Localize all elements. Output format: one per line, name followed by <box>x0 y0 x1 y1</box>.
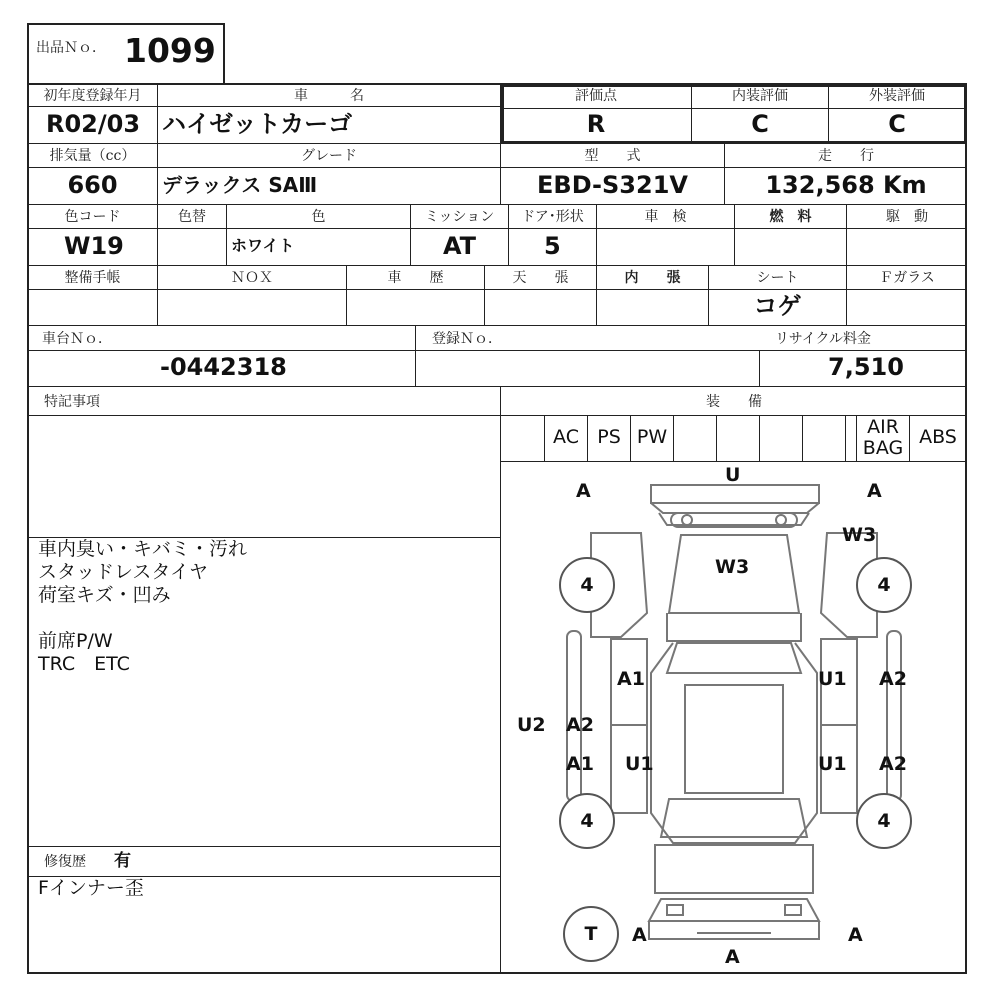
roof-lining-label: 天 張 <box>512 270 569 286</box>
damage-mark: A <box>848 924 863 946</box>
inner-lining-label: 内 張 <box>624 270 681 286</box>
mission-value: AT <box>442 232 477 260</box>
damage-mark: U <box>725 464 741 486</box>
remark-line: TRC ETC <box>38 653 130 675</box>
damage-mark: A <box>725 946 740 968</box>
tire-front-left: 4 <box>559 557 615 613</box>
score-label: 評価点 <box>575 88 617 104</box>
seat-value: コゲ <box>753 292 802 320</box>
color-label: 色 <box>311 209 326 225</box>
damage-mark: A2 <box>879 668 907 690</box>
color-code-value: W19 <box>64 232 124 260</box>
damage-mark: A2 <box>566 714 594 736</box>
equipment-label: 装 備 <box>706 394 762 410</box>
equipment-abs: ABS <box>919 426 957 448</box>
score-value: R <box>586 110 606 138</box>
displacement-value: 660 <box>67 171 118 199</box>
tire-front-right: 4 <box>856 557 912 613</box>
grade-value: デラックス SAⅢ <box>162 173 318 197</box>
interior-value: C <box>751 110 769 138</box>
door-value: 5 <box>544 232 561 260</box>
remark-line: 車内臭い・キバミ・汚れ <box>38 538 248 560</box>
equipment-ac: AC <box>553 426 579 448</box>
damage-mark: U1 <box>818 753 847 775</box>
repaint-label: 色替 <box>178 209 206 225</box>
mileage-label: 走 行 <box>818 148 874 164</box>
lot-number: 1099 <box>124 31 216 70</box>
repair-note: Fインナー歪 <box>38 877 144 899</box>
mission-label: ミッション <box>424 209 495 225</box>
damage-mark: U1 <box>818 668 847 690</box>
damage-mark: W3 <box>715 556 750 578</box>
recycle-value: 7,510 <box>828 353 904 381</box>
tire-rear-right: 4 <box>856 793 912 849</box>
damage-mark: W3 <box>842 524 877 546</box>
damage-mark: A1 <box>566 753 594 775</box>
lot-number-label: 出品Ｎｏ． <box>36 40 106 56</box>
exterior-value: C <box>888 110 906 138</box>
damage-mark: U2 <box>517 714 546 736</box>
remark-line: 荷室キズ・凹み <box>38 584 171 606</box>
door-label: ドア･形状 <box>521 209 584 225</box>
model-value: EBD-S321V <box>537 171 688 199</box>
repair-history-label: 修復歴 <box>44 854 86 870</box>
recycle-label: リサイクル料金 <box>775 331 872 347</box>
service-book-label: 整備手帳 <box>64 270 121 286</box>
color-value: ホワイト <box>231 236 295 255</box>
chassis-value: -0442318 <box>160 353 287 381</box>
tire-rear-left: 4 <box>559 793 615 849</box>
remark-line: 前席P/W <box>38 630 113 652</box>
damage-mark: U1 <box>625 753 654 775</box>
damage-mark: A <box>867 480 882 502</box>
seat-label: シート <box>756 270 799 286</box>
model-label: 型 式 <box>584 148 641 164</box>
nox-label: ＮＯＸ <box>231 270 273 286</box>
front-glass-label: Ｆガラス <box>879 270 935 286</box>
inspection-label: 車 検 <box>644 209 687 225</box>
equipment-airbag: AIR BAG <box>862 416 904 459</box>
tire-spare: T <box>563 906 619 962</box>
drive-label: 駆 動 <box>886 209 928 225</box>
chassis-label: 車台Ｎｏ． <box>42 331 112 347</box>
car-name-label: 車 名 <box>294 88 364 104</box>
remark-line: スタッドレスタイヤ <box>38 561 209 583</box>
damage-mark: A1 <box>617 668 645 690</box>
equipment-pw: PW <box>636 426 668 448</box>
exterior-label: 外装評価 <box>869 88 925 104</box>
interior-label: 内装評価 <box>732 88 788 104</box>
damage-mark: A2 <box>879 753 907 775</box>
equipment-ps: PS <box>597 426 621 448</box>
displacement-label: 排気量（cc） <box>49 148 136 164</box>
registration-label: 登録Ｎｏ． <box>432 331 502 347</box>
car-name-value: ハイゼットカーゴ <box>162 110 353 138</box>
damage-mark: A <box>632 924 647 946</box>
grade-label: グレード <box>301 148 357 164</box>
remarks-label: 特記事項 <box>44 394 100 410</box>
first-reg-value: R02/03 <box>46 110 141 138</box>
repair-history-value: 有 <box>114 851 131 871</box>
first-reg-label: 初年度登録年月 <box>43 88 142 104</box>
damage-mark: A <box>576 480 591 502</box>
mileage-value: 132,568 Km <box>765 171 927 199</box>
fuel-label: 燃 料 <box>769 209 812 225</box>
history-label: 車 歴 <box>387 270 444 286</box>
color-code-label: 色コード <box>64 209 121 225</box>
